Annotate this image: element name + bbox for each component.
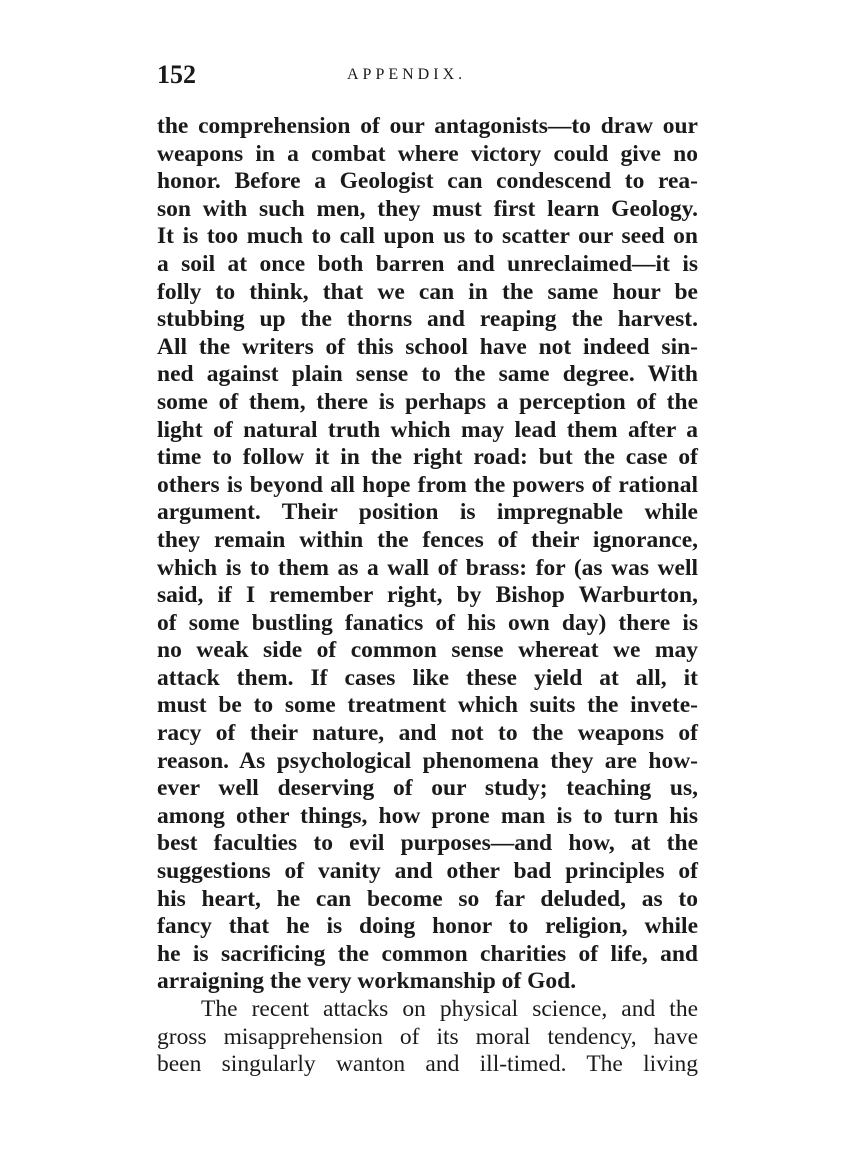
text-line: time to follow it in the right road: but the case of	[157, 444, 698, 471]
text-line: a soil at once both barren and unreclaimed—it is	[157, 250, 698, 277]
text-line: weapons in a combat where victory could give no	[157, 140, 698, 167]
text-line: reason. As psychological phenomena they are how-	[157, 747, 698, 774]
text-line: ned against plain sense to the same degree. With	[157, 361, 698, 388]
text-line: which is to them as a wall of brass: for (as was well	[157, 554, 698, 581]
text-line: no weak side of common sense whereat we may	[157, 637, 698, 664]
running-title: APPENDIX.	[347, 66, 467, 83]
text-line: must be to some treatment which suits the invete-	[157, 692, 698, 719]
text-line: among other things, how prone man is to turn his	[157, 802, 698, 829]
text-line: he is sacrificing the common charities of life, and	[157, 940, 698, 967]
text-line: racy of their nature, and not to the weapons of	[157, 720, 698, 747]
text-line: stubbing up the thorns and reaping the harvest.	[157, 306, 698, 333]
paragraph-1	[157, 113, 698, 996]
text-line: It is too much to call upon us to scatter our seed on	[157, 223, 698, 250]
text-line: The recent attacks on physical science, and the	[201, 996, 698, 1022]
text-line: the comprehension of our antagonists—to draw our	[157, 113, 698, 139]
text-line: said, if I remember right, by Bishop Warburton,	[157, 582, 698, 609]
text-line: been singularly wanton and ill-timed. The living	[157, 1051, 698, 1078]
text-line: argument. Their position is impregnable while	[157, 499, 698, 526]
text-line: ever well deserving of our study; teaching us,	[157, 775, 698, 802]
text-line: All the writers of this school have not indeed sin-	[157, 333, 698, 360]
page-number: 152	[157, 60, 196, 89]
text-line: others is beyond all hope from the powers of rational	[157, 471, 698, 498]
running-head	[157, 58, 697, 92]
text-line: fancy that he is doing honor to religion, while	[157, 913, 698, 940]
text-line: son with such men, they must first learn Geology.	[157, 195, 698, 222]
text-line: his heart, he can become so far deluded, as to	[157, 885, 698, 912]
text-line: suggestions of vanity and other bad principles of	[157, 858, 698, 885]
text-line: they remain within the fences of their ignorance,	[157, 526, 698, 553]
text-line: some of them, there is perhaps a perception of the	[157, 388, 698, 415]
body-text	[157, 113, 698, 1079]
text-line: gross misapprehension of its moral tendency, have	[157, 1023, 698, 1050]
text-line: folly to think, that we can in the same hour be	[157, 278, 698, 305]
text-line: light of natural truth which may lead them after a	[157, 416, 698, 443]
text-line: best faculties to evil purposes—and how, at the	[157, 830, 698, 857]
text-line: attack them. If cases like these yield at all, it	[157, 664, 698, 691]
text-line: of some bustling fanatics of his own day) there is	[157, 609, 698, 636]
text-line: arraigning the very workmanship of God.	[157, 968, 577, 995]
paragraph-2	[157, 996, 698, 1079]
text-line: honor. Before a Geologist can condescend to rea-	[157, 168, 698, 195]
